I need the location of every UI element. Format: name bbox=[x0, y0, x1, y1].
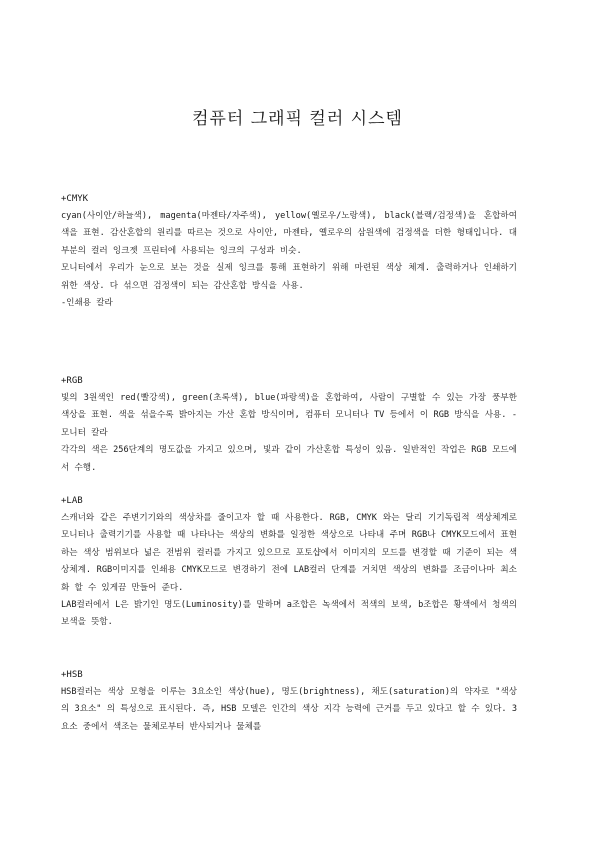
paragraph: 스캐너와 같은 주변기기와의 색상차를 줄이고자 할 때 사용한다. RGB, CMYK 와는 달리 기기독립적 색상체계로 모니터나 출력기기를 사용할 때 나타나는 색상의 변화를 일정한 색상으로 나타내 주며 RGB나 CMYK모드에서 표현하는 색상 범위보다 넓은 전범위 컬러를 가지고 있으므로 포토샵에서 이미지의 모드를 변경할 때 기준이 되는 색상체계. RGB이미지를 인쇄용 CMYK모드로 변경하기 전에 LAB컬러 단계를 거치면 색상의 변화를 조금이나마 최소화 할 수 있게끔 만들어 준다. bbox=[61, 513, 517, 593]
paragraph: -인쇄용 칼라 bbox=[61, 298, 113, 309]
paragraph: LAB컬러에서 L은 밝기인 명도(Luminosity)를 말하며 a조합은 녹색에서 적색의 보색, b조합은 황색에서 청색의 보색을 뜻함. bbox=[61, 600, 517, 628]
section-lab bbox=[61, 493, 517, 632]
page-title: 컴퓨터 그래픽 컬러 시스템 bbox=[192, 109, 403, 129]
section-cmyk bbox=[61, 191, 517, 312]
paragraph: cyan(사이안/하늘색), magenta(마젠타/자주색), yellow(옐로우/노랑색), black(블랙/검정색)을 혼합하여 색을 표현. 감산혼합의 원리를 따르는 것으로 사이안, 마젠타, 옐로우의 삼원색에 검정색을 더한 형태입니다. 대부분의 컬러 잉크젯 프린터에 사용되는 잉크의 구성과 비슷. bbox=[61, 211, 517, 256]
section-heading: +LAB bbox=[61, 496, 83, 506]
section-heading: +HSB bbox=[61, 670, 83, 680]
paragraph: HSB컬러는 색상 모형을 이루는 3요소인 색상(hue), 명도(brightness), 채도(saturation)의 약자로 "색상의 3요소" 의 특성으로 표시된다. 즉, HSB 모델은 인간의 색상 지각 능력에 근거를 두고 있다고 할 수 있다. 3요소 중에서 색조는 물체로부터 반사되거나 물체를 bbox=[61, 687, 517, 732]
section-heading: +RGB bbox=[61, 376, 83, 386]
paragraph: 모니터에서 우리가 눈으로 보는 것을 실제 잉크를 통해 표현하기 위해 마련된 색상 체계. 출력하거나 인쇄하기 위한 색상. 다 섞으면 검정색이 되는 감산혼합 방식을 사용. bbox=[61, 263, 517, 291]
paragraph: 각각의 색은 256단계의 명도값을 가지고 있으며, 빛과 같이 가산혼합 특성이 있음. 일반적인 작업은 RGB 모드에서 수행. bbox=[61, 445, 517, 473]
section-heading: +CMYK bbox=[61, 194, 89, 204]
section-rgb bbox=[61, 373, 517, 477]
section-hsb bbox=[61, 667, 517, 736]
paragraph: 빛의 3원색인 red(빨강색), green(초록색), blue(파랑색)을 혼합하여, 사람이 구별할 수 있는 가장 풍부한 색상을 표현. 색을 섞을수록 밝아지는 가산 혼합 방식이며, 컴퓨터 모니터나 TV 등에서 이 RGB 방식을 사용. -모니터 칼라 bbox=[61, 393, 517, 438]
